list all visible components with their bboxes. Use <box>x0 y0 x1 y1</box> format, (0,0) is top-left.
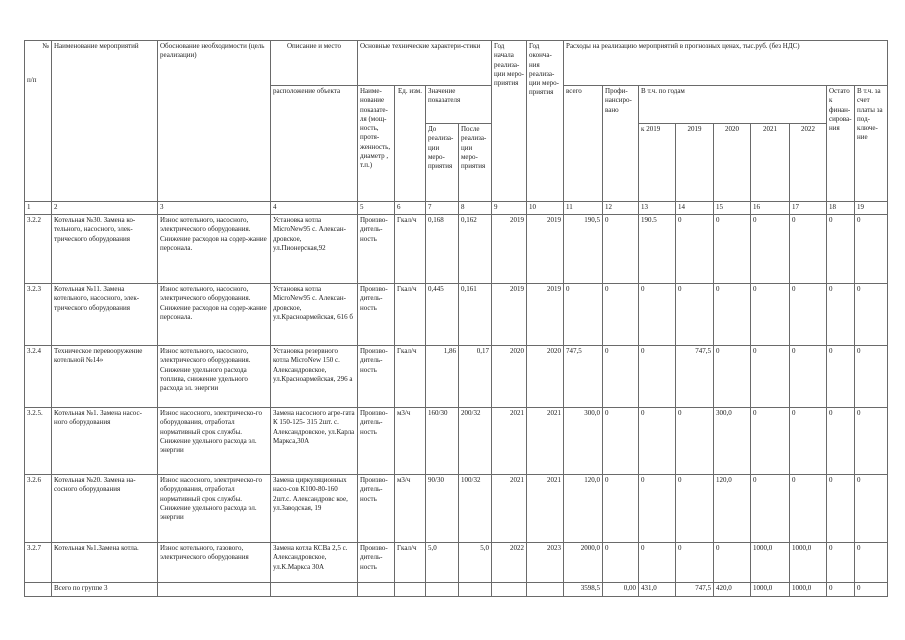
row-total: 120,0 <box>564 475 603 543</box>
row-fee: 0 <box>855 408 888 475</box>
header-rationale: Обоснование необходимости (цель реализации) <box>158 41 271 202</box>
column-number: 15 <box>714 202 751 215</box>
row-2019: 190.5 <box>639 215 676 284</box>
row-remainder: 0 <box>827 408 855 475</box>
row-total: 0 <box>564 284 603 346</box>
header-year-2021: 2021 <box>751 124 790 202</box>
header-financed: Профи-нансиро-вано <box>603 86 639 202</box>
row-name: Котельная №1.Замена котла. <box>52 543 158 583</box>
row-number: 3.2.2 <box>25 215 52 284</box>
header-after: После реализа-ции меро-приятия <box>459 124 492 202</box>
row-rationale: Износ насосного, электрическо-го оборудования, отработал нормативный срок службы. Снижение удельного расхода эл. энергии <box>158 408 271 475</box>
header-year-2019: 2019 <box>676 124 714 202</box>
row-description: Установка резервного котла MicroNew 150 с. Александровское, ул.Красноармейская, 296 а <box>271 346 358 408</box>
row-2020: 0 <box>676 284 714 346</box>
header-pp: п/п <box>27 76 37 85</box>
totals-2020: 747,5 <box>676 583 714 597</box>
table-row <box>25 408 888 475</box>
row-param: Произво-дитель-ность <box>358 215 395 284</box>
totals-row <box>25 583 888 597</box>
row-unit: Гкал/ч <box>395 284 426 346</box>
row-name: Котельная №11. Замена котельного, насосного, элек-трического оборудования <box>52 284 158 346</box>
row-number: 3.2.6 <box>25 475 52 543</box>
row-before: 0,168 <box>426 215 459 284</box>
investment-program-table <box>24 40 888 597</box>
row-description: Установка котла MicroNew95 с. Алексан-дровское, ул.Пионерская,92 <box>271 215 358 284</box>
row-unit: м3/ч <box>395 475 426 543</box>
row-number: 3.2.3 <box>25 284 52 346</box>
column-number: 18 <box>827 202 855 215</box>
totals-total: 3598,5 <box>564 583 603 597</box>
totals-label: Всего по группе 3 <box>52 583 158 597</box>
header-number <box>25 41 52 202</box>
row-name: Котельная №1. Замена насос-ного оборудования <box>52 408 158 475</box>
row-start-year: 2021 <box>492 475 527 543</box>
row-total: 747,5 <box>564 346 603 408</box>
header-total: всего <box>564 86 603 202</box>
row-remainder: 0 <box>827 346 855 408</box>
column-number: 9 <box>492 202 527 215</box>
row-name: Техническое перевооружение котельной №14» <box>52 346 158 408</box>
header-year-2022: 2022 <box>790 124 827 202</box>
column-number: 14 <box>676 202 714 215</box>
row-number: 3.2.7 <box>25 543 52 583</box>
row-param: Произво-дитель-ность <box>358 543 395 583</box>
table-row <box>25 475 888 543</box>
row-financed: 0 <box>603 346 639 408</box>
row-fee: 0 <box>855 215 888 284</box>
row-after: 0,161 <box>459 284 492 346</box>
row-number: 3.2.4 <box>25 346 52 408</box>
row-2019: 0 <box>639 346 676 408</box>
row-end-year: 2023 <box>527 543 564 583</box>
row-number: 3.2.5. <box>25 408 52 475</box>
row-2022: 0 <box>751 475 790 543</box>
row-2020: 0 <box>676 408 714 475</box>
header-to-year: к 2019 <box>639 124 676 202</box>
column-number: 16 <box>751 202 790 215</box>
row-end-year: 2019 <box>527 284 564 346</box>
header-year-2020: 2020 <box>714 124 751 202</box>
row-financed: 0 <box>603 543 639 583</box>
row-start-year: 2022 <box>492 543 527 583</box>
row-2021: 300,0 <box>714 408 751 475</box>
row-unit: Гкал/ч <box>395 215 426 284</box>
row-financed: 0 <box>603 475 639 543</box>
row-fee: 0 <box>855 475 888 543</box>
column-number: 1 <box>25 202 52 215</box>
row-2019: 0 <box>639 284 676 346</box>
totals-remainder: 0 <box>827 583 855 597</box>
header-start-year: Год начала реализа-ции меро-приятия <box>492 41 527 202</box>
row-2021: 0 <box>714 284 751 346</box>
row-description: Замена котла КСВа 2,5 с. Александровское, ул.К.Маркса 30А <box>271 543 358 583</box>
row-rationale: Износ котельного, газового, электрического оборудования <box>158 543 271 583</box>
row-financed: 0 <box>603 408 639 475</box>
column-number: 5 <box>358 202 395 215</box>
row-after: 0,17 <box>459 346 492 408</box>
column-number: 17 <box>790 202 827 215</box>
row-2019: 0 <box>639 408 676 475</box>
row-2021: 0 <box>714 215 751 284</box>
header-param-name: Наиме-нование показате-ля (мощ-ность, протя-женность, диаметр , т.п.) <box>358 86 395 202</box>
header-end-year: Год оконча-ния реализа-ции меро-приятия <box>527 41 564 202</box>
row-remainder: 0 <box>827 475 855 543</box>
row-description: Замена насосного агре-гата К 150-125- 315 2шт. с. Александровское, ул.Карла Маркса,30А <box>271 408 358 475</box>
row-end-year: 2021 <box>527 475 564 543</box>
row-2019: 0 <box>639 475 676 543</box>
row-2022: 0 <box>751 346 790 408</box>
column-number: 6 <box>395 202 426 215</box>
header-description-bottom: расположение объекта <box>271 86 358 202</box>
row-after: 200/32 <box>459 408 492 475</box>
totals-2022: 1000,0 <box>751 583 790 597</box>
column-number: 4 <box>271 202 358 215</box>
row-fee: 0 <box>855 284 888 346</box>
table-row <box>25 346 888 408</box>
row-2022: 0 <box>751 284 790 346</box>
header-description-top: Описание и место <box>271 41 358 86</box>
row-remainder: 0 <box>827 543 855 583</box>
totals-2023: 1000,0 <box>790 583 827 597</box>
totals-2019: 431,0 <box>639 583 676 597</box>
row-2023: 1000,0 <box>790 543 827 583</box>
row-param: Произво-дитель-ность <box>358 346 395 408</box>
row-2020: 0 <box>676 215 714 284</box>
row-unit: Гкал/ч <box>395 543 426 583</box>
row-before: 0,445 <box>426 284 459 346</box>
row-unit: м3/ч <box>395 408 426 475</box>
column-number: 11 <box>564 202 603 215</box>
totals-fee: 0 <box>855 583 888 597</box>
row-total: 190,5 <box>564 215 603 284</box>
row-financed: 0 <box>603 215 639 284</box>
row-description: Замена циркуляционных насо-сов К100-80-160 2шт.с. Александровс кое, ул.Заводская, 19 <box>271 475 358 543</box>
row-end-year: 2020 <box>527 346 564 408</box>
row-start-year: 2020 <box>492 346 527 408</box>
row-unit: Гкал/ч <box>395 346 426 408</box>
row-2021: 0 <box>714 346 751 408</box>
header-before: До реализа-ции меро-приятия <box>426 124 459 202</box>
column-number: 2 <box>52 202 158 215</box>
row-name: Котельная №30. Замена ко-тельного, насосного, элек-трического оборудования <box>52 215 158 284</box>
column-number-row <box>25 202 888 215</box>
row-end-year: 2021 <box>527 408 564 475</box>
row-before: 90/30 <box>426 475 459 543</box>
row-after: 0,162 <box>459 215 492 284</box>
column-number: 19 <box>855 202 888 215</box>
totals-financed: 0,00 <box>603 583 639 597</box>
header-unit: Ед. изм. <box>395 86 426 202</box>
header-value: Значение показателя <box>426 86 492 124</box>
row-2023: 0 <box>790 284 827 346</box>
row-2020: 747,5 <box>676 346 714 408</box>
row-start-year: 2019 <box>492 215 527 284</box>
header-by-years: В т.ч. по годам <box>639 86 827 124</box>
row-end-year: 2019 <box>527 215 564 284</box>
row-fee: 0 <box>855 543 888 583</box>
row-rationale: Износ насосного, электрическо-го оборудования, отработал нормативный срок службы. Снижение удельного расхода эл. энергии <box>158 475 271 543</box>
row-2023: 0 <box>790 408 827 475</box>
row-2019: 0 <box>639 543 676 583</box>
row-2022: 1000,0 <box>751 543 790 583</box>
row-remainder: 0 <box>827 284 855 346</box>
column-number: 8 <box>459 202 492 215</box>
row-rationale: Износ котельного, насосного, электрического оборудования. Снижение расходов на содер-жание персонала. <box>158 284 271 346</box>
row-2023: 0 <box>790 346 827 408</box>
table-row <box>25 284 888 346</box>
row-param: Произво-дитель-ность <box>358 284 395 346</box>
row-2023: 0 <box>790 475 827 543</box>
header-expenses: Расходы на реализацию мероприятий в прогнозных ценах, тыс.руб. (без НДС) <box>564 41 888 86</box>
row-after: 5,0 <box>459 543 492 583</box>
row-2022: 0 <box>751 215 790 284</box>
row-start-year: 2019 <box>492 284 527 346</box>
row-rationale: Износ котельного, насосного, электрического оборудования. Снижение удельного расхода топлива, снижение удельного расхода эл. энергии <box>158 346 271 408</box>
row-before: 160/30 <box>426 408 459 475</box>
header-remainder: Остаток финан-сирова-ния <box>827 86 855 202</box>
row-param: Произво-дитель-ность <box>358 475 395 543</box>
row-total: 2000,0 <box>564 543 603 583</box>
row-2020: 0 <box>676 475 714 543</box>
column-number: 3 <box>158 202 271 215</box>
row-fee: 0 <box>855 346 888 408</box>
row-description: Установка котла MicroNew95 с. Алексан-дровское, ул.Красноармейская, 616 б <box>271 284 358 346</box>
row-2023: 0 <box>790 215 827 284</box>
row-remainder: 0 <box>827 215 855 284</box>
row-start-year: 2021 <box>492 408 527 475</box>
table-row <box>25 215 888 284</box>
row-total: 300,0 <box>564 408 603 475</box>
header-connection-fee: В т.ч. за счет платы за под-ключе-ние <box>855 86 888 202</box>
row-2022: 0 <box>751 408 790 475</box>
column-number: 7 <box>426 202 459 215</box>
column-number: 10 <box>527 202 564 215</box>
header-tech: Основные технические характери-стики <box>358 41 492 86</box>
row-2020: 0 <box>676 543 714 583</box>
header-number-sign: № <box>42 42 49 50</box>
row-name: Котельная №20. Замена на-сосного оборудования <box>52 475 158 543</box>
row-before: 1,86 <box>426 346 459 408</box>
column-number: 12 <box>603 202 639 215</box>
row-financed: 0 <box>603 284 639 346</box>
row-after: 100/32 <box>459 475 492 543</box>
row-param: Произво-дитель-ность <box>358 408 395 475</box>
table-row <box>25 543 888 583</box>
totals-2021: 420,0 <box>714 583 751 597</box>
column-number: 13 <box>639 202 676 215</box>
row-2021: 120,0 <box>714 475 751 543</box>
row-before: 5,0 <box>426 543 459 583</box>
header-name: Наименование мероприятий <box>52 41 158 202</box>
row-rationale: Износ котельного, насосного, электрического оборудования. Снижение расходов на содер-жание персонала. <box>158 215 271 284</box>
row-2021: 0 <box>714 543 751 583</box>
